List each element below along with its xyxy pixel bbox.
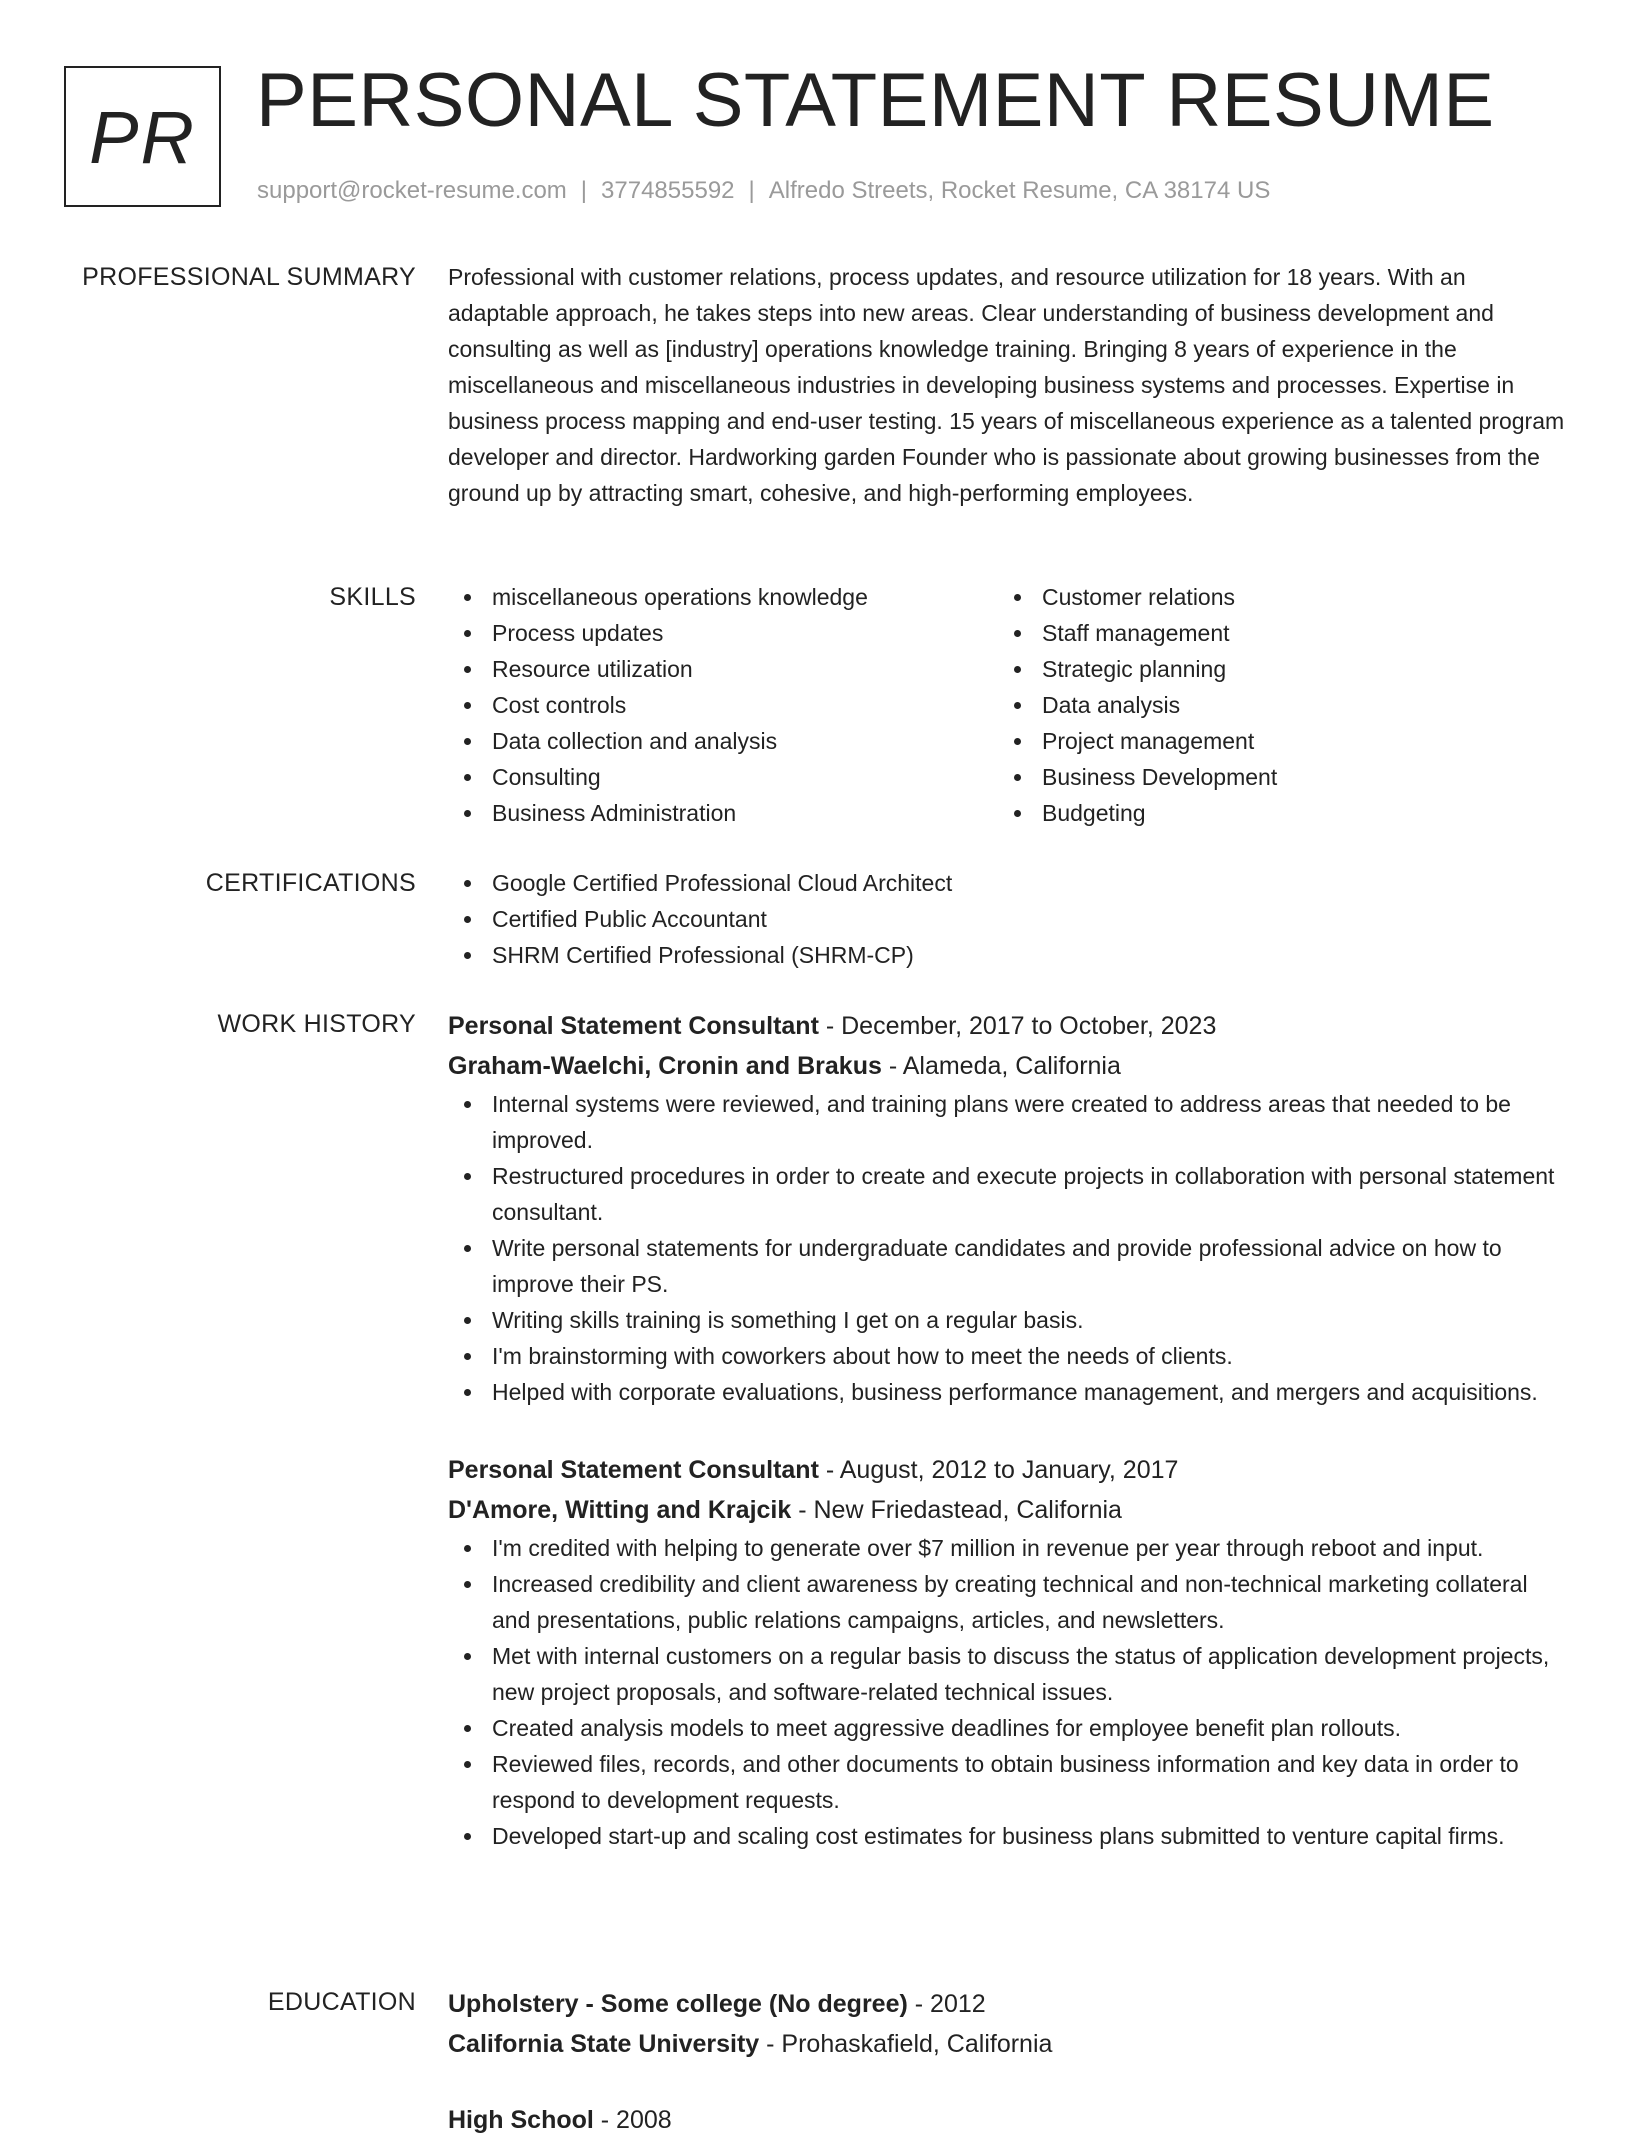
section-label-education: EDUCATION <box>267 1988 416 2016</box>
section-label-skills: SKILLS <box>329 583 416 611</box>
job-location: - New Friedastead, California <box>791 1496 1122 1524</box>
summary-body <box>448 259 1566 511</box>
summary-text: Professional with customer relations, process updates, and resource utilization for 18 years. With an adaptable approach, he takes steps into new areas. Clear understanding of business development and consulting as well as [industry] operations knowledge training. Bringing 8 years of experience in the miscellaneous and miscellaneous industries in developing business systems and processes. Expertise in business process mapping and end-user testing. 15 years of miscellaneous experience as a talented program developer and director. Hardworking garden Founder who is passionate about growing businesses from the ground up by attracting smart, cohesive, and high-performing employees. <box>448 264 1565 506</box>
job-bullet: Write personal statements for undergraduate candidates and provide professional advice on how to improve their PS. <box>448 1230 1566 1302</box>
job-bullet: Developed start-up and scaling cost estimates for business plans submitted to venture capital firms. <box>448 1818 1566 1854</box>
contact-email[interactable]: support@rocket-resume.com <box>257 177 567 204</box>
monogram-logo <box>64 66 221 207</box>
education-year: - 2012 <box>907 1990 986 2018</box>
skill-item: Staff management <box>998 615 1548 651</box>
job-bullet: Reviewed files, records, and other documents to obtain business information and key data in order to respond to development requests. <box>448 1746 1566 1818</box>
section-label-work-history: WORK HISTORY <box>217 1010 416 1038</box>
skill-item: Process updates <box>448 615 998 651</box>
monogram-initials: PR <box>89 96 196 179</box>
contact-line <box>257 176 1270 206</box>
skill-item: Consulting <box>448 759 998 795</box>
contact-address: Alfredo Streets, Rocket Resume, CA 38174 US <box>768 177 1271 204</box>
section-label-certifications: CERTIFICATIONS <box>205 869 416 897</box>
section-label-summary: PROFESSIONAL SUMMARY <box>82 263 416 291</box>
contact-separator: | <box>748 177 755 204</box>
education-school: California State University <box>448 2030 760 2058</box>
certification-item: Certified Public Accountant <box>448 901 1566 937</box>
skill-item: Data collection and analysis <box>448 723 998 759</box>
education-degree-line <box>448 1984 1566 2024</box>
job-bullets <box>448 1086 1566 1410</box>
job-location: - Alameda, California <box>881 1052 1121 1080</box>
job-company: Graham-Waelchi, Cronin and Brakus <box>448 1052 882 1080</box>
education-year: - 2008 <box>593 2106 672 2134</box>
skills-column-1 <box>448 579 998 831</box>
skill-item: Budgeting <box>998 795 1548 831</box>
skill-item: Strategic planning <box>998 651 1548 687</box>
education-degree: Upholstery - Some college (No degree) <box>448 1990 908 2018</box>
skill-item: Customer relations <box>998 579 1548 615</box>
job-title: Personal Statement Consultant <box>448 1456 819 1484</box>
job-bullet: Met with internal customers on a regular basis to discuss the status of application development projects, new project proposals, and software-related technical issues. <box>448 1638 1566 1710</box>
certifications-body <box>448 865 1566 973</box>
skill-item: Project management <box>998 723 1548 759</box>
job-title: Personal Statement Consultant <box>448 1012 819 1040</box>
education-entry <box>448 1984 1566 2064</box>
job-bullet: Increased credibility and client awareness by creating technical and non-technical marketing collateral and presentations, public relations campaigns, articles, and newsletters. <box>448 1566 1566 1638</box>
contact-separator: | <box>580 177 588 204</box>
skills-column-2 <box>998 579 1548 831</box>
job-bullet: I'm credited with helping to generate over $7 million in revenue per year through reboot and input. <box>448 1530 1566 1566</box>
job-company-line <box>448 1490 1566 1530</box>
job-title-line <box>448 1450 1566 1490</box>
job-bullet: Helped with corporate evaluations, business performance management, and mergers and acquisitions. <box>448 1374 1566 1410</box>
job-bullets <box>448 1530 1566 1854</box>
certification-item: SHRM Certified Professional (SHRM-CP) <box>448 937 1566 973</box>
education-entry <box>448 2100 1566 2140</box>
education-school-line <box>448 2024 1566 2064</box>
job-dates: - August, 2012 to January, 2017 <box>818 1456 1179 1484</box>
education-degree: High School <box>448 2106 594 2134</box>
job-entry <box>448 1450 1566 1854</box>
job-bullet: I'm brainstorming with coworkers about how to meet the needs of clients. <box>448 1338 1566 1374</box>
education-body <box>448 1984 1566 2140</box>
job-bullet: Writing skills training is something I get on a regular basis. <box>448 1302 1566 1338</box>
skill-item: Data analysis <box>998 687 1548 723</box>
job-dates: - December, 2017 to October, 2023 <box>818 1012 1217 1040</box>
job-bullet: Created analysis models to meet aggressive deadlines for employee benefit plan rollouts. <box>448 1710 1566 1746</box>
job-company: D'Amore, Witting and Krajcik <box>448 1496 792 1524</box>
skill-item: Business Development <box>998 759 1548 795</box>
resume-name: PERSONAL STATEMENT RESUME <box>256 58 1495 143</box>
skill-item: Cost controls <box>448 687 998 723</box>
job-entry <box>448 1006 1566 1410</box>
skill-item: miscellaneous operations knowledge <box>448 579 998 615</box>
job-title-line <box>448 1006 1566 1046</box>
education-degree-line <box>448 2100 1566 2140</box>
job-bullet: Restructured procedures in order to create and execute projects in collaboration with personal statement consultant. <box>448 1158 1566 1230</box>
job-company-line <box>448 1046 1566 1086</box>
certification-item: Google Certified Professional Cloud Architect <box>448 865 1566 901</box>
work-history-body <box>448 1006 1566 1854</box>
contact-phone[interactable]: 3774855592 <box>601 177 735 204</box>
skills-body <box>448 579 1566 831</box>
job-bullet: Internal systems were reviewed, and training plans were created to address areas that needed to be improved. <box>448 1086 1566 1158</box>
skill-item: Business Administration <box>448 795 998 831</box>
skill-item: Resource utilization <box>448 651 998 687</box>
education-location: - Prohaskafield, California <box>759 2030 1053 2058</box>
